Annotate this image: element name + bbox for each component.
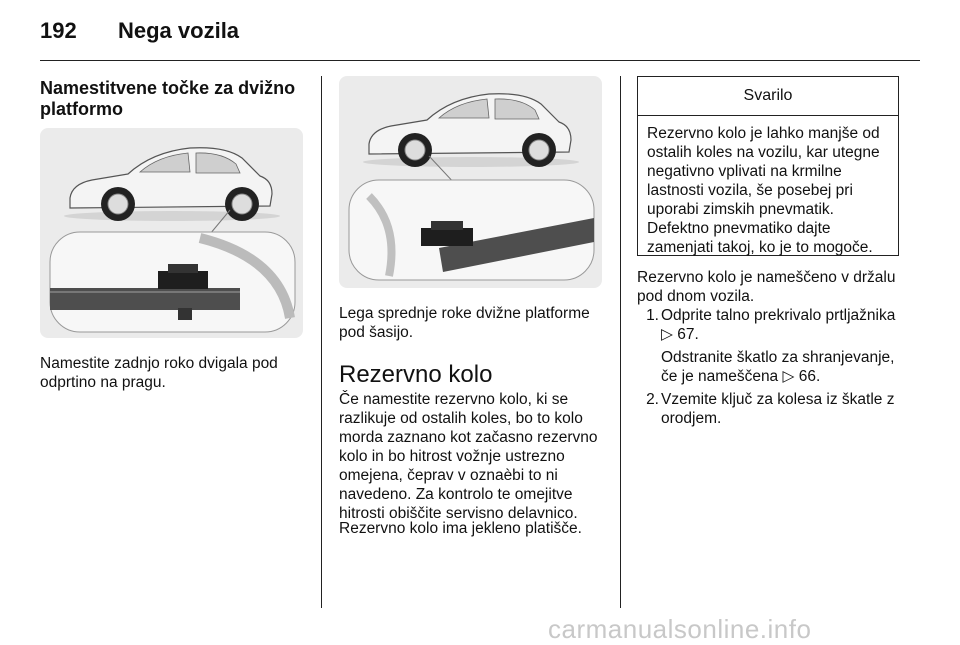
warning-text: Rezervno kolo je lahko manjše od ostalih koles na vozilu, kar utegne negativno vplivati na krmilne lastnosti vozila, še posebej pri uporabi zimskih pnevmatik. Defektno pnevmatiko dajte zamenjati takoj, ko je to mogoče.	[647, 125, 880, 256]
warning-box	[637, 76, 899, 256]
spare-wheel-intro: Rezervno kolo je nameščeno v držalu pod dnom vozila.	[637, 269, 896, 305]
front-lift-caption: Lega sprednje roke dvižne platforme pod šasijo.	[339, 305, 590, 341]
spare-wheel-paragraph-1: Če namestite rezervno kolo, ki se razlikuje od ostalih koles, bo to kolo morda zaznano kot začasno rezervno kolo in bo hitrost vožnje ustrezno omejena, čeprav v oznaèbi to ni navedeno. Za kontrolo te omejitve hitrosti obiščite servisno delavnico.	[339, 391, 598, 522]
section-title: Namestitvene točke za dvižno platformo	[40, 78, 296, 119]
step-text: Odprite talno prekrivalo prtljažnika ▷ 67.	[661, 307, 896, 343]
step-text: Odstranite škatlo za shranjevanje, če je nameščena ▷ 66.	[661, 349, 895, 385]
warning-title: Svarilo	[638, 77, 898, 116]
chapter-title: Nega vozila	[118, 18, 240, 43]
rear-lift-caption: Namestite zadnjo roko dvigala pod odprtino na pragu.	[40, 355, 278, 391]
step-number: 1.	[646, 307, 659, 324]
step-number: 2.	[646, 391, 659, 408]
column-divider-2	[620, 76, 621, 608]
header-rule	[40, 60, 920, 61]
spare-wheel-paragraph-2: Rezervno kolo ima jekleno platišče.	[339, 520, 582, 537]
page-number: 192	[40, 18, 77, 43]
spare-wheel-heading: Rezervno kolo	[339, 361, 493, 388]
column-divider-1	[321, 76, 322, 608]
front-lift-point-figure	[339, 76, 602, 288]
rear-lift-point-figure	[40, 128, 303, 338]
watermark: carmanualsonline.info	[548, 614, 812, 644]
step-text: Vzemite ključ za kolesa iz škatle z orodjem.	[661, 391, 895, 427]
